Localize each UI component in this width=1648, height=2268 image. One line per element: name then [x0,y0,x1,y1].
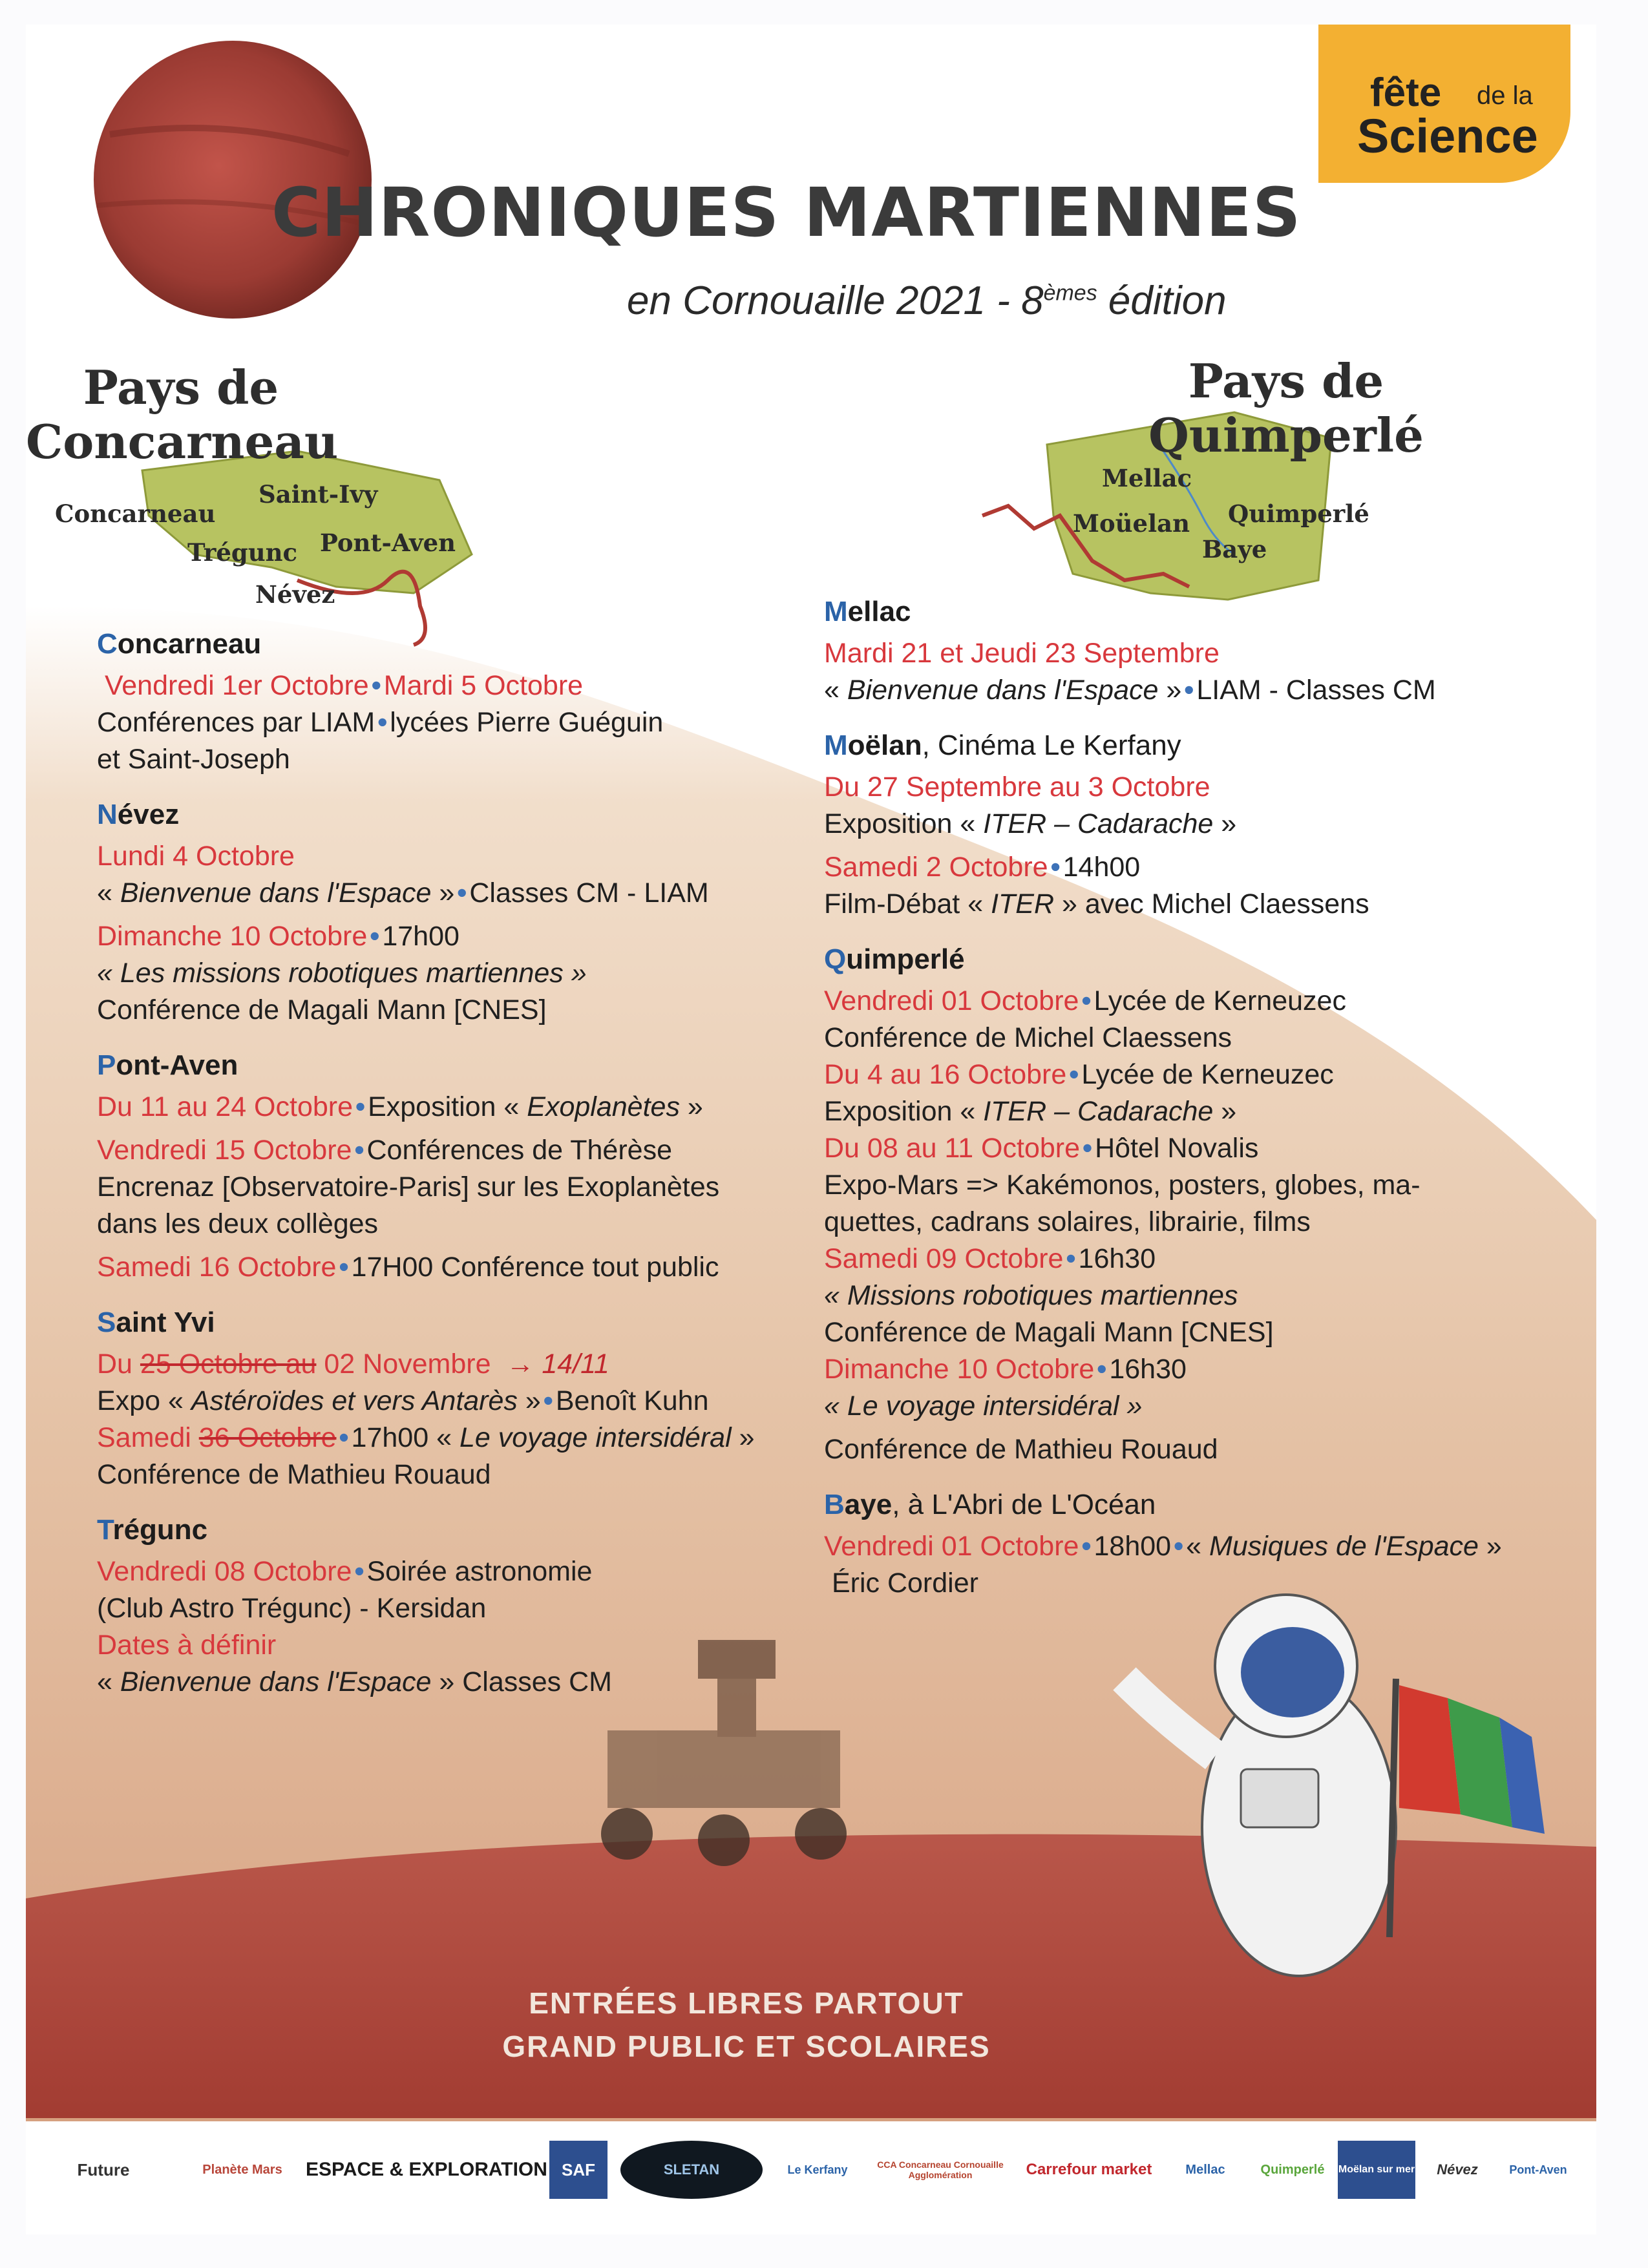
page-title: CHRONIQUES MARTIENNES [271,173,1302,252]
struck-date: 25 Octobre au [140,1349,317,1380]
map-town: Pont-Aven [320,529,456,557]
map-town: Mellac [1102,464,1192,492]
loc-initial: N [97,799,118,830]
event-date: Vendredi 01 Octobre [824,1531,1079,1562]
logo-sletan: SLETAN [620,2141,763,2199]
subtitle [627,278,1227,324]
event-title: Le voyage intersidéral [459,1422,732,1453]
event-text: « [97,877,120,908]
handwritten-correction: → 14/11 [506,1349,609,1380]
event-time: 14h00 [1062,852,1141,883]
event-line [824,1388,1567,1425]
loc-rest: régunc [112,1514,208,1546]
loc-initial: Q [824,943,847,975]
event-title: ITER – Cadarache [983,1096,1214,1127]
right-events-column [824,593,1567,1602]
event-line [824,806,1567,843]
event-title: Bienvenue dans l'Espace [120,877,432,908]
event-line: Vendredi 15 Octobre•Conférences de Thérèse [97,1135,672,1166]
loc-rest: aye [844,1489,893,1520]
event-text: » [1213,1096,1237,1127]
event-text: » avec Michel Claessens [1054,888,1369,919]
event-date: Samedi 09 Octobre [824,1243,1064,1274]
event-line: Vendredi 01 Octobre•18h00•« Musiques de l'Espace » [824,1531,1502,1562]
event-title: Exoplanètes [527,1091,680,1122]
map-town: Saint-Ivy [259,480,378,509]
loc-initial: P [97,1049,116,1081]
event-line: Expo « Astéroïdes et vers Antarès »•Benoît Kuhn [97,1385,709,1416]
event-text: « [1186,1531,1210,1562]
map-town: Névez [255,580,335,609]
event-line: Dimanche 10 Octobre•17h00 [97,921,460,952]
logo-cca: CCA Concarneau Cornouaille Agglomération [877,2159,1004,2180]
event-text: Conférences de Thérèse [366,1135,672,1166]
loc-rest: uimperlé [846,943,965,975]
event-text: 17H00 Conférence tout public [351,1252,719,1283]
event-title: ITER – Cadarache [983,808,1214,839]
event-text: Exposition « [368,1091,527,1122]
event-line: Expo-Mars => Kakémonos, posters, globes, ma- [824,1170,1421,1201]
map-town: Quimperlé [1228,499,1369,528]
event-text: » Classes CM [431,1666,612,1697]
event-text: » [517,1385,541,1416]
event-line: (Club Astro Trégunc) - Kersidan [97,1593,487,1624]
event-time: 17h00 [382,921,460,952]
event-date: Mardi 5 Octobre [383,670,584,701]
loc-rest: aint Yvi [116,1307,215,1338]
event-date: Du 27 Septembre au 3 Octobre [824,772,1210,803]
event-title: ITER [991,888,1055,919]
poster [26,25,1596,2234]
event-date: Dimanche 10 Octobre [97,921,368,952]
event-date: Vendredi 08 Octobre [97,1556,352,1587]
event-line: Du 4 au 16 Octobre•Lycée de Kerneuzec [824,1059,1334,1090]
region-quimperle [1105,354,1467,463]
loc-initial: T [97,1514,113,1546]
map-town: Baye [1202,535,1267,563]
event-date: Lundi 4 Octobre [97,841,295,872]
logo-carrefour: Carrefour market [1026,2161,1152,2178]
event-text: » [1478,1531,1502,1562]
logo-kerfany: Le Kerfany [787,2163,848,2176]
event-text: » [431,877,455,908]
event-text: Classes CM - LIAM [469,877,709,908]
event-line: Conférence de Mathieu Rouaud [824,1434,1218,1465]
location-heading [97,796,840,833]
event-line: Samedi 2 Octobre•14h00 [824,852,1141,883]
loc-extra: , à L'Abri de L'Océan [892,1489,1156,1520]
event-time: 16h30 [1109,1354,1187,1385]
event-line [97,955,840,992]
logo-pont-aven: Pont-Aven [1509,2163,1567,2176]
event-line: Dimanche 10 Octobre•16h30 [824,1354,1187,1385]
event-text: Soirée astronomie [366,1556,593,1587]
event-line: Encrenaz [Observatoire-Paris] sur les Exoplanètes [97,1171,720,1202]
loc-initial: M [824,730,848,761]
event-date: Samedi 2 Octobre [824,852,1048,883]
event-line: Samedi 09 Octobre•16h30 [824,1243,1156,1274]
logo-planete-mars: Planète Mars [202,2162,282,2177]
subtitle-suffix: édition [1097,278,1227,323]
badge-dela: de la [1477,81,1533,110]
event-text: « [97,1666,120,1697]
event-text: lycées Pierre Guéguin [390,707,664,738]
location-heading [97,625,840,662]
loc-rest: ont-Aven [116,1049,238,1081]
map-town: Moüelan [1073,509,1190,538]
logo-mellac: Mellac [1185,2162,1225,2177]
subtitle-sup: èmes [1043,280,1097,306]
event-text: » [679,1091,703,1122]
event-line [824,1093,1567,1130]
location-heading [824,1486,1567,1523]
loc-initial: B [824,1489,845,1520]
event-line: quettes, cadrans solaires, librairie, films [824,1206,1311,1237]
event-time: 18h00 [1093,1531,1172,1562]
event-text: Lycée de Kerneuzec [1081,1059,1334,1090]
event-time: 16h30 [1078,1243,1156,1274]
event-line: et Saint-Joseph [97,744,290,775]
event-title: « Le voyage intersidéral » [824,1391,1143,1422]
event-line: Conférence de Magali Mann [CNES] [97,994,547,1025]
logo-future: Future [77,2159,130,2179]
logo-nevez: Névez [1437,2161,1478,2178]
region-left-line2: Concarneau [26,414,339,469]
struck-date: 36 Octobre [198,1422,337,1453]
event-text: Éric Cordier [831,1568,978,1599]
event-text: » [1158,675,1182,706]
loc-rest: oëlan [847,730,922,761]
event-line: Vendredi 1er Octobre•Mardi 5 Octobre [104,670,584,701]
loc-initial: C [97,628,118,660]
loc-rest: ellac [847,596,911,627]
event-date: Vendredi 01 Octobre [824,985,1079,1016]
location-heading [824,941,1567,978]
event-title: Astéroïdes et vers Antarès [191,1385,518,1416]
location-heading [97,1047,840,1084]
event-date: Mardi 21 et Jeudi 23 Septembre [824,638,1220,669]
footer-line-2: GRAND PUBLIC ET SCOLAIRES [502,2030,991,2063]
logo-quimperle: Quimperlé [1260,2162,1325,2177]
event-text: Conférences par LIAM [97,707,375,738]
event-date: Dates à définir [97,1630,277,1661]
event-line: « Bienvenue dans l'Espace »•LIAM - Classes CM [824,675,1436,706]
event-line [97,1346,840,1383]
left-events-column [97,625,840,1701]
event-date: Samedi [97,1422,199,1453]
badge-fete: fête [1370,70,1442,115]
location-heading [97,1511,840,1548]
loc-extra: , Cinéma Le Kerfany [922,730,1181,761]
event-line: Conférence de Magali Mann [CNES] [824,1317,1274,1348]
event-date: Du [97,1349,140,1380]
location-heading [824,727,1567,764]
event-line: Vendredi 08 Octobre•Soirée astronomie [97,1556,593,1587]
loc-rest: évez [117,799,180,830]
region-concarneau [26,360,339,469]
event-line [824,1277,1567,1314]
subtitle-prefix: en Cornouaille 2021 - 8 [627,278,1044,323]
event-line: Conférence de Michel Claessens [824,1022,1232,1053]
event-title: « Les missions robotiques martiennes » [97,958,587,989]
event-line: Conférence de Mathieu Rouaud [97,1459,491,1490]
event-title: « Missions robotiques martiennes [824,1280,1238,1311]
loc-rest: oncarneau [117,628,262,660]
event-date: Dimanche 10 Octobre [824,1354,1095,1385]
loc-initial: S [97,1307,116,1338]
event-line [824,886,1567,923]
badge-science: Science [1357,109,1538,163]
region-right-line2: Quimperlé [1148,408,1424,463]
event-title: Bienvenue dans l'Espace [120,1666,432,1697]
logo-saf: SAF [549,2141,607,2199]
location-heading [97,1304,840,1341]
footer-line-1: ENTRÉES LIBRES PARTOUT [529,1986,964,2020]
event-date: Vendredi 1er Octobre [104,670,369,701]
event-line: Conférences par LIAM•lycées Pierre Guéguin [97,707,664,738]
event-date: Du 08 au 11 Octobre [824,1133,1081,1164]
map-town: Trégunc [187,538,298,567]
event-date: Du 4 au 16 Octobre [824,1059,1067,1090]
event-line: Vendredi 01 Octobre•Lycée de Kerneuzec [824,985,1346,1016]
event-line: Du 08 au 11 Octobre•Hôtel Novalis [824,1133,1259,1164]
event-line: Samedi 16 Octobre•17H00 Conférence tout public [97,1252,719,1283]
event-title: Musiques de l'Espace [1209,1531,1479,1562]
event-date: Du 11 au 24 Octobre [97,1091,354,1122]
event-line: « Bienvenue dans l'Espace »•Classes CM - LIAM [97,877,709,908]
event-text: Exposition « [824,1096,984,1127]
event-date: Samedi 16 Octobre [97,1252,337,1283]
logo-espace-exploration: ESPACE & EXPLORATION [306,2159,547,2180]
region-right-line1: Pays de [1188,353,1384,408]
event-title: Bienvenue dans l'Espace [847,675,1159,706]
event-text: Lycée de Kerneuzec [1093,985,1346,1016]
event-date: Vendredi 15 Octobre [97,1135,352,1166]
event-line: dans les deux collèges [97,1208,379,1239]
event-text: » [1213,808,1237,839]
event-line [97,1664,840,1701]
map-town: Concarneau [55,499,216,528]
event-text: Film-Débat « [824,888,991,919]
event-text: 17h00 « [351,1422,460,1453]
location-heading [824,593,1567,630]
event-line: Du 11 au 24 Octobre•Exposition « Exoplanètes » [97,1091,703,1122]
event-text: Exposition « [824,808,984,839]
event-text: « [824,675,847,706]
event-date: 02 Novembre [316,1349,491,1380]
sponsor-logos [26,2121,1596,2218]
event-line [824,1565,1567,1602]
event-text: » [731,1422,755,1453]
event-text: Expo « [97,1385,191,1416]
event-text: Hôtel Novalis [1095,1133,1259,1164]
region-left-line1: Pays de [83,360,279,415]
event-text: LIAM - Classes CM [1196,675,1436,706]
event-text: Benoît Kuhn [555,1385,709,1416]
loc-initial: M [824,596,848,627]
event-line: Samedi 36 Octobre•17h00 « Le voyage intersidéral » [97,1422,755,1453]
logo-moelan: Moëlan sur mer [1338,2141,1415,2199]
